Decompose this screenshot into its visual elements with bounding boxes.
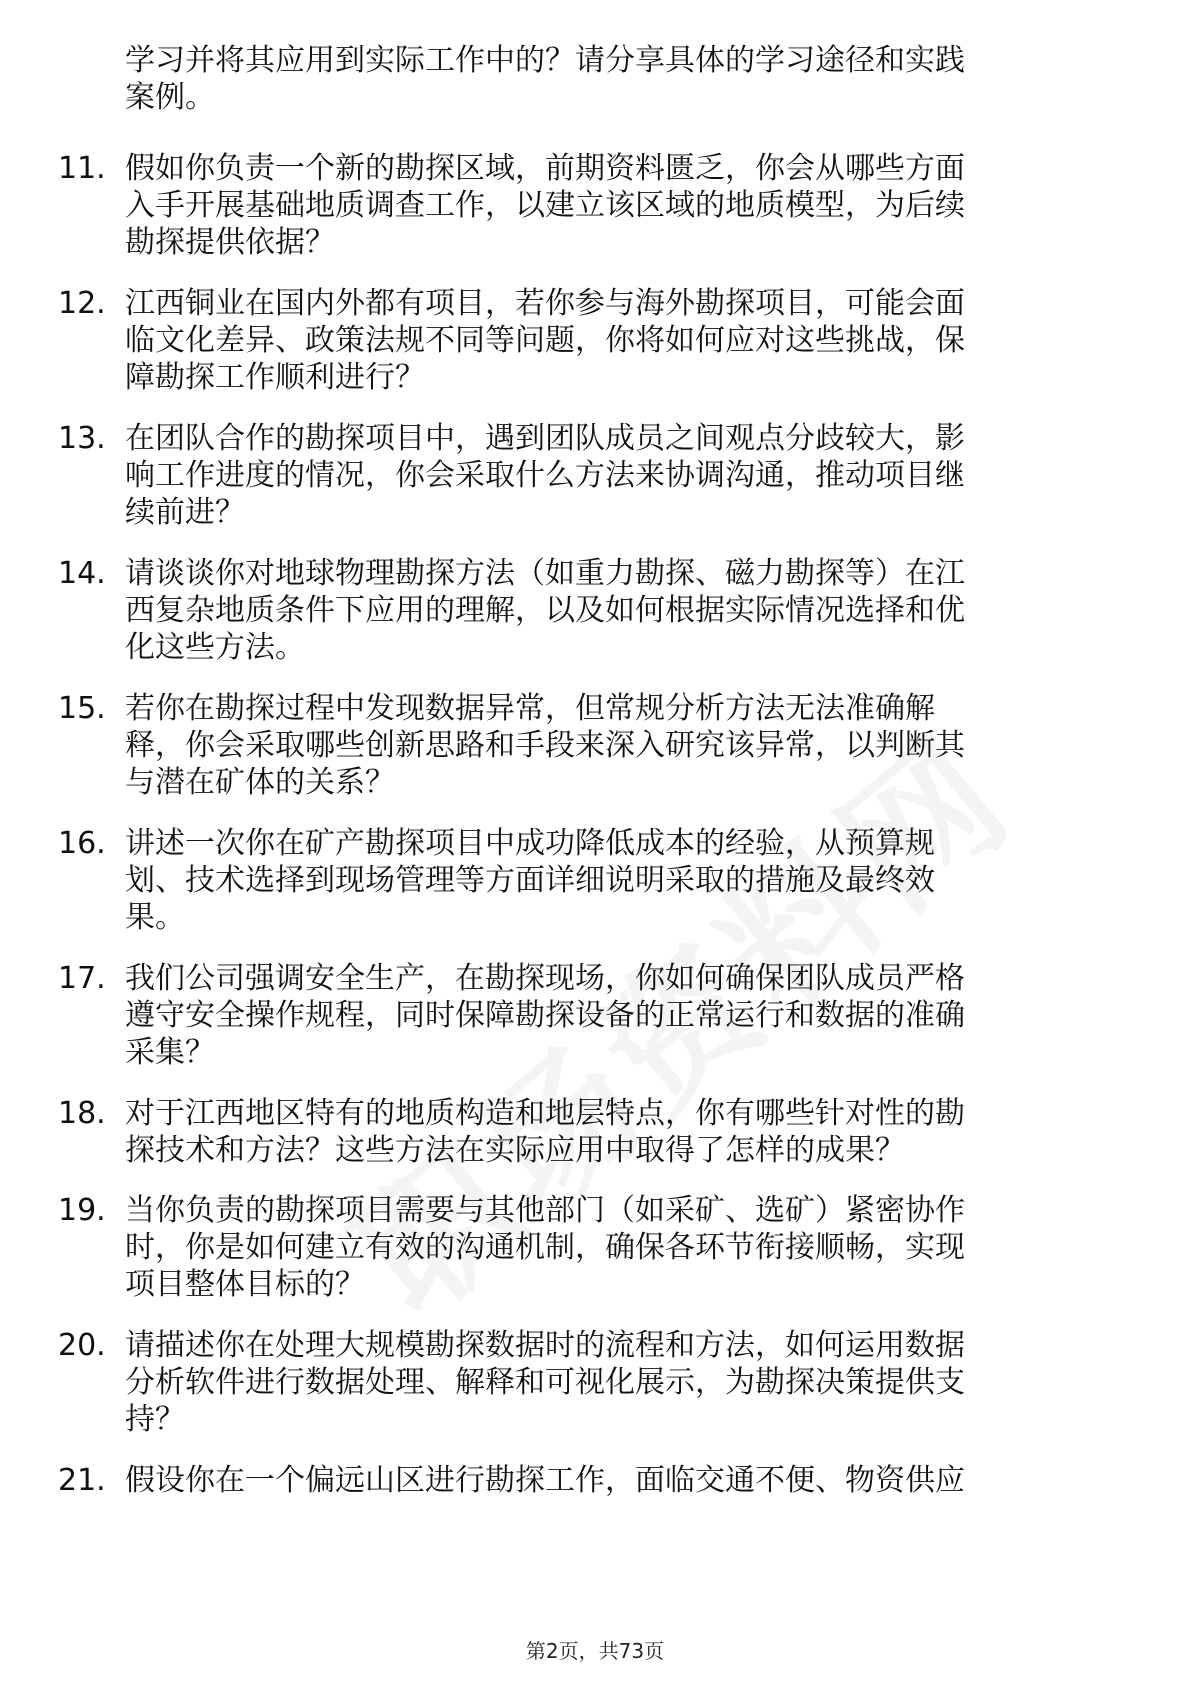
- question-text-line: 勘探提供依据？: [125, 225, 335, 260]
- question-text-line: 续前进？: [125, 495, 245, 530]
- question-text-line: 临文化差异、政策法规不同等问题，你将如何应对这些挑战，保: [125, 323, 965, 358]
- question-text-line: 西复杂地质条件下应用的理解，以及如何根据实际情况选择和优: [125, 593, 965, 628]
- question-text: [125, 555, 1125, 666]
- question-text-line: 假设你在一个偏远山区进行勘探工作，面临交通不便、物资供应: [125, 1463, 965, 1498]
- question-text: [125, 42, 1125, 116]
- question-text-line: 采集？: [125, 1035, 215, 1070]
- question-text: [125, 1095, 1125, 1169]
- question-number: 12.: [58, 286, 106, 321]
- question-text: [125, 825, 1125, 936]
- question-text: [125, 690, 1125, 801]
- question-text-line: 时，你是如何建立有效的沟通机制，确保各环节衔接顺畅，实现: [125, 1230, 965, 1265]
- question-text: [125, 1192, 1125, 1303]
- question-text-line: 与潜在矿体的关系？: [125, 765, 395, 800]
- question-number: 17.: [58, 961, 106, 996]
- question-text-line: 探技术和方法？这些方法在实际应用中取得了怎样的成果？: [125, 1133, 905, 1168]
- page-footer: 第2页，共73页: [525, 1639, 665, 1663]
- question-text-line: 果。: [125, 900, 185, 935]
- question-text-line: 请谈谈你对地球物理勘探方法（如重力勘探、磁力勘探等）在江: [125, 556, 965, 591]
- question-text: [125, 1462, 1125, 1499]
- question-text-line: 案例。: [125, 80, 215, 115]
- question-number: 11.: [58, 151, 106, 186]
- question-number: 18.: [58, 1096, 106, 1131]
- question-text-line: 学习并将其应用到实际工作中的？请分享具体的学习途径和实践: [125, 43, 965, 78]
- question-text-line: 若你在勘探过程中发现数据异常，但常规分析方法无法准确解: [125, 691, 935, 726]
- question-text-line: 假如你负责一个新的勘探区域，前期资料匮乏，你会从哪些方面: [125, 151, 965, 186]
- question-text: [125, 420, 1125, 531]
- question-text: [125, 1327, 1125, 1438]
- question-text-line: 释，你会采取哪些创新思路和手段来深入研究该异常，以判断其: [125, 728, 965, 763]
- question-number: 14.: [58, 556, 106, 591]
- question-text-line: 我们公司强调安全生产，在勘探现场，你如何确保团队成员严格: [125, 961, 965, 996]
- question-text-line: 障勘探工作顺利进行？: [125, 360, 425, 395]
- question-text-line: 划、技术选择到现场管理等方面详细说明采取的措施及最终效: [125, 863, 935, 898]
- question-number: 16.: [58, 826, 106, 861]
- question-text: [125, 960, 1125, 1071]
- question-text-line: 对于江西地区特有的地质构造和地层特点，你有哪些针对性的勘: [125, 1096, 965, 1131]
- question-number: 13.: [58, 421, 106, 456]
- question-text-line: 分析软件进行数据处理、解释和可视化展示，为勘探决策提供支: [125, 1365, 965, 1400]
- question-text-line: 响工作进度的情况，你会采取什么方法来协调沟通，推动项目继: [125, 458, 965, 493]
- question-text-line: 化这些方法。: [125, 630, 305, 665]
- question-text-line: 遵守安全操作规程，同时保障勘探设备的正常运行和数据的准确: [125, 998, 965, 1033]
- question-number: 15.: [58, 691, 106, 726]
- question-text-line: 讲述一次你在矿产勘探项目中成功降低成本的经验，从预算规: [125, 826, 935, 861]
- question-text: [125, 285, 1125, 396]
- question-text: [125, 150, 1125, 261]
- question-text-line: 请描述你在处理大规模勘探数据时的流程和方法，如何运用数据: [125, 1328, 965, 1363]
- question-text-line: 江西铜业在国内外都有项目，若你参与海外勘探项目，可能会面: [125, 286, 965, 321]
- question-number: 19.: [58, 1193, 106, 1228]
- question-text-line: 持？: [125, 1402, 185, 1437]
- question-text-line: 在团队合作的勘探项目中，遇到团队成员之间观点分歧较大，影: [125, 421, 965, 456]
- question-text-line: 入手开展基础地质调查工作，以建立该区域的地质模型，为后续: [125, 188, 965, 223]
- question-number: 21.: [58, 1463, 106, 1498]
- question-text-line: 当你负责的勘探项目需要与其他部门（如采矿、选矿）紧密协作: [125, 1193, 965, 1228]
- question-text-line: 项目整体目标的？: [125, 1267, 365, 1302]
- question-number: 20.: [58, 1328, 106, 1363]
